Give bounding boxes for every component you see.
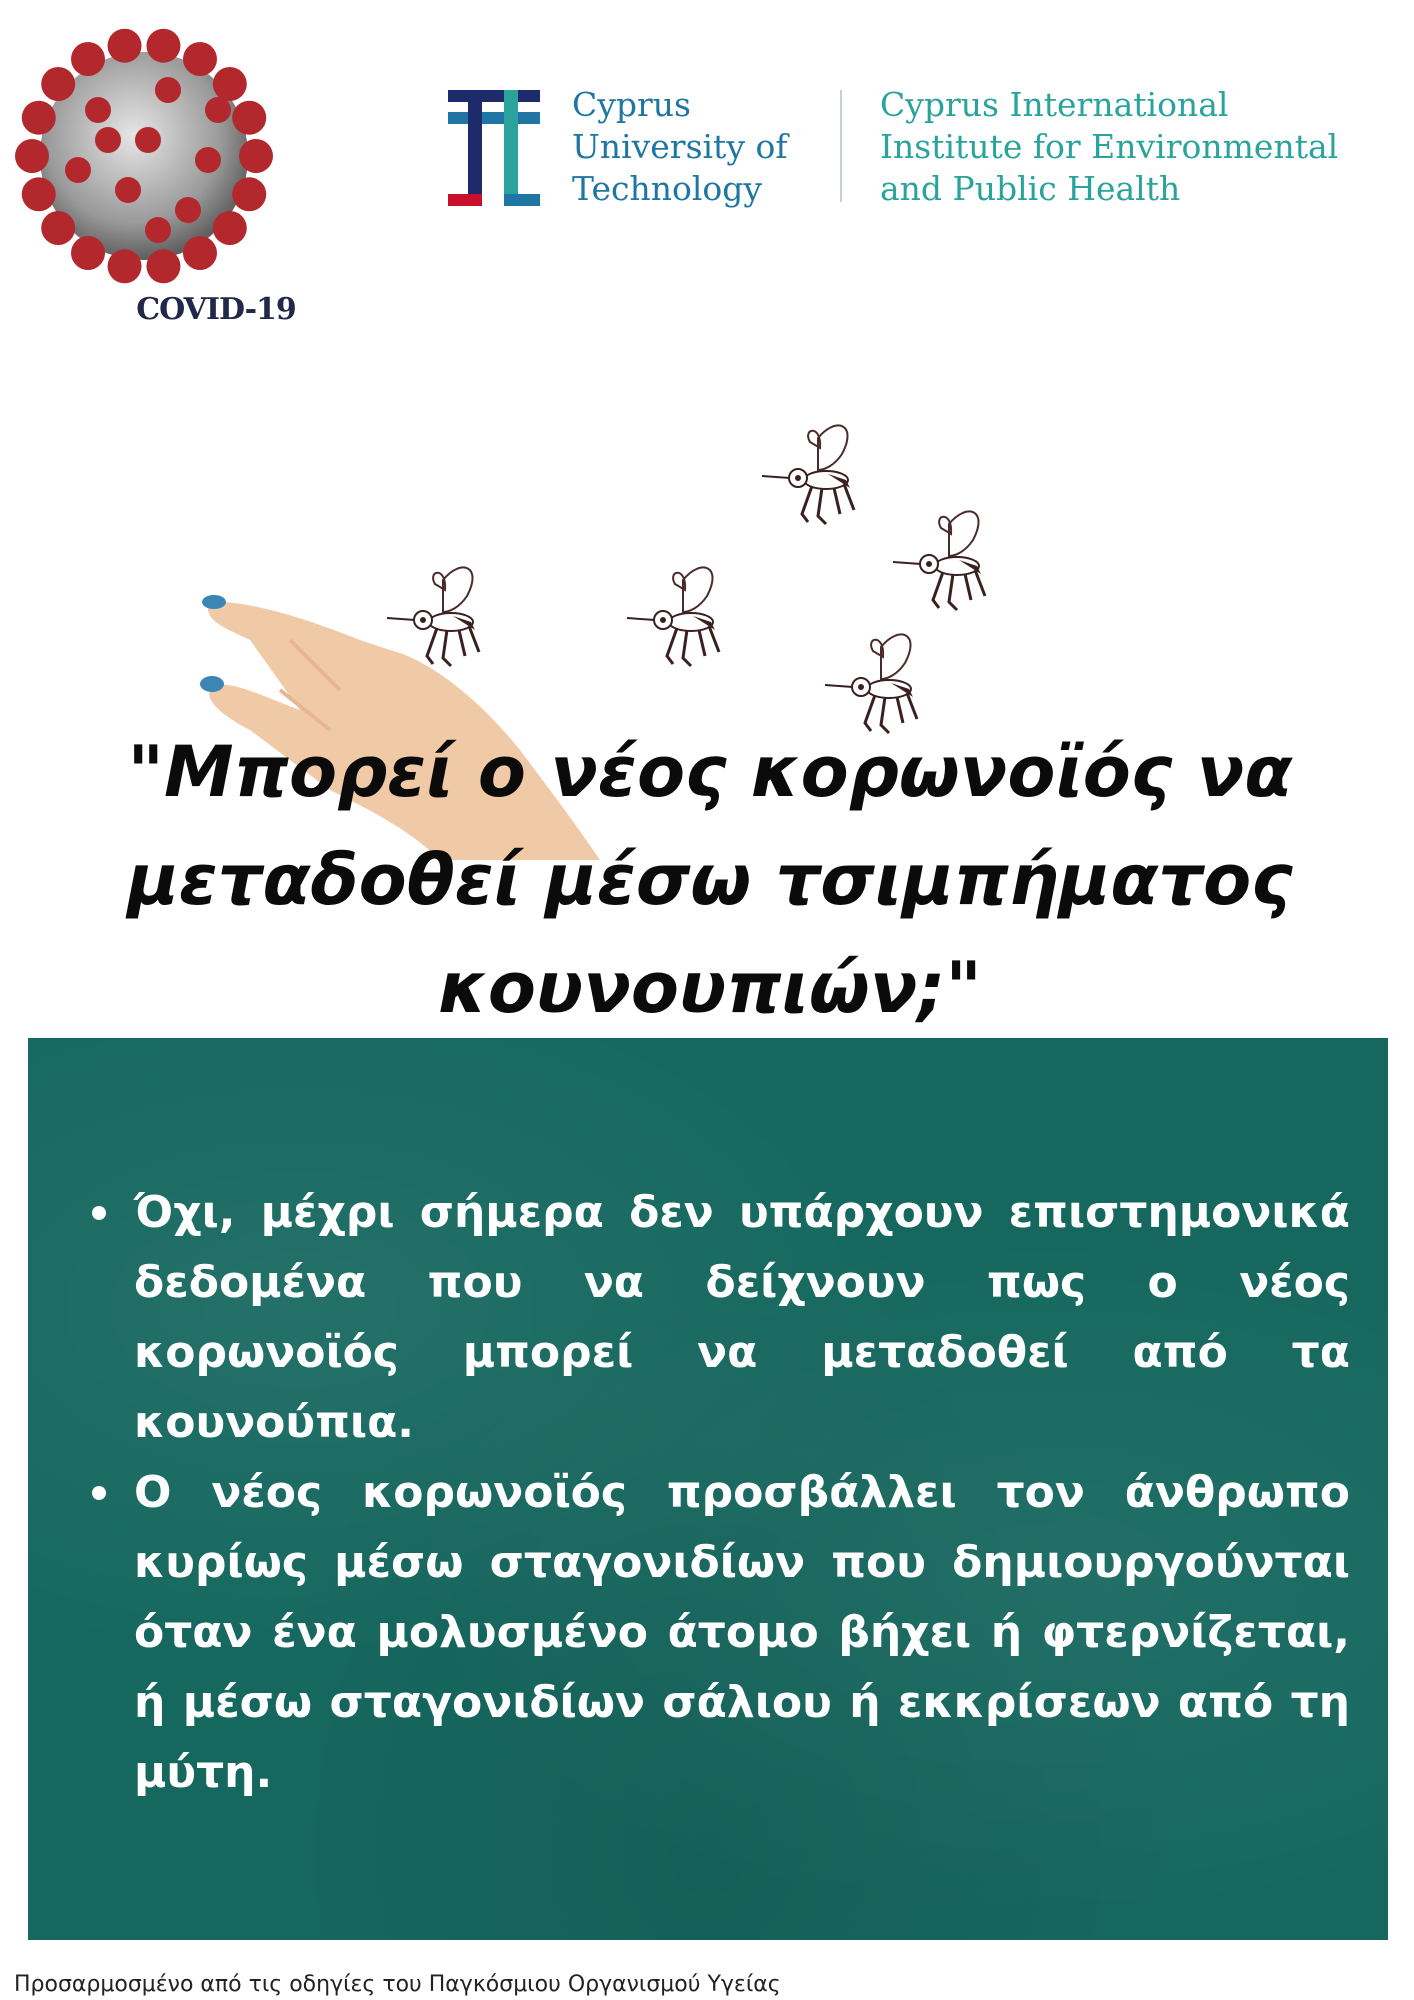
institute-name-line: Cyprus International (880, 85, 1229, 124)
question-heading (120, 718, 1300, 1042)
cut-name-line: Technology (572, 169, 763, 208)
cut-name-line: Cyprus (572, 85, 691, 124)
answer-item: Όχι, μέχρι σήμερα δεν υπάρχουν επιστημονικά δεδομένα που να δείχνουν πως ο νέος κορωνοϊός μπορεί να μεταδοθεί από τα κουνούπια. (86, 1178, 1350, 1458)
header-divider (840, 90, 842, 202)
source-footnote: Προσαρμοσμένο από τις οδηγίες του Παγκόσμιου Οργανισμού Υγείας (14, 1972, 781, 1997)
question-line: "Μπορεί ο νέος κορωνοϊός να (127, 731, 1293, 813)
institute-name-line: Institute for Environmental (880, 127, 1339, 166)
answer-item: Ο νέος κορωνοϊός προσβάλλει τον άνθρωπο κυρίως μέσω σταγονιδίων που δημιουργούνται όταν ένα μολυσμένο άτομο βήχει ή φτερνίζεται, ή μέσω σταγονιδίων σάλιου ή εκκρίσεων από τη μύτη. (86, 1458, 1350, 1808)
mosquito-icon (889, 504, 1004, 619)
question-line: κουνουπιών;" (438, 947, 982, 1029)
question-line: μεταδοθεί μέσω τσιμπήματος (127, 839, 1293, 921)
cut-name (572, 84, 812, 210)
cut-logo-icon (448, 90, 540, 206)
mosquito-icon (623, 560, 738, 675)
answer-list (86, 1178, 1350, 1808)
mosquito-icon (758, 418, 873, 533)
institute-name (880, 84, 1400, 210)
institute-name-line: and Public Health (880, 169, 1181, 208)
cut-name-line: University of (572, 127, 788, 166)
coronavirus-icon (8, 20, 280, 292)
covid-label: COVID-19 (136, 292, 296, 327)
mosquito-icon (383, 560, 498, 675)
